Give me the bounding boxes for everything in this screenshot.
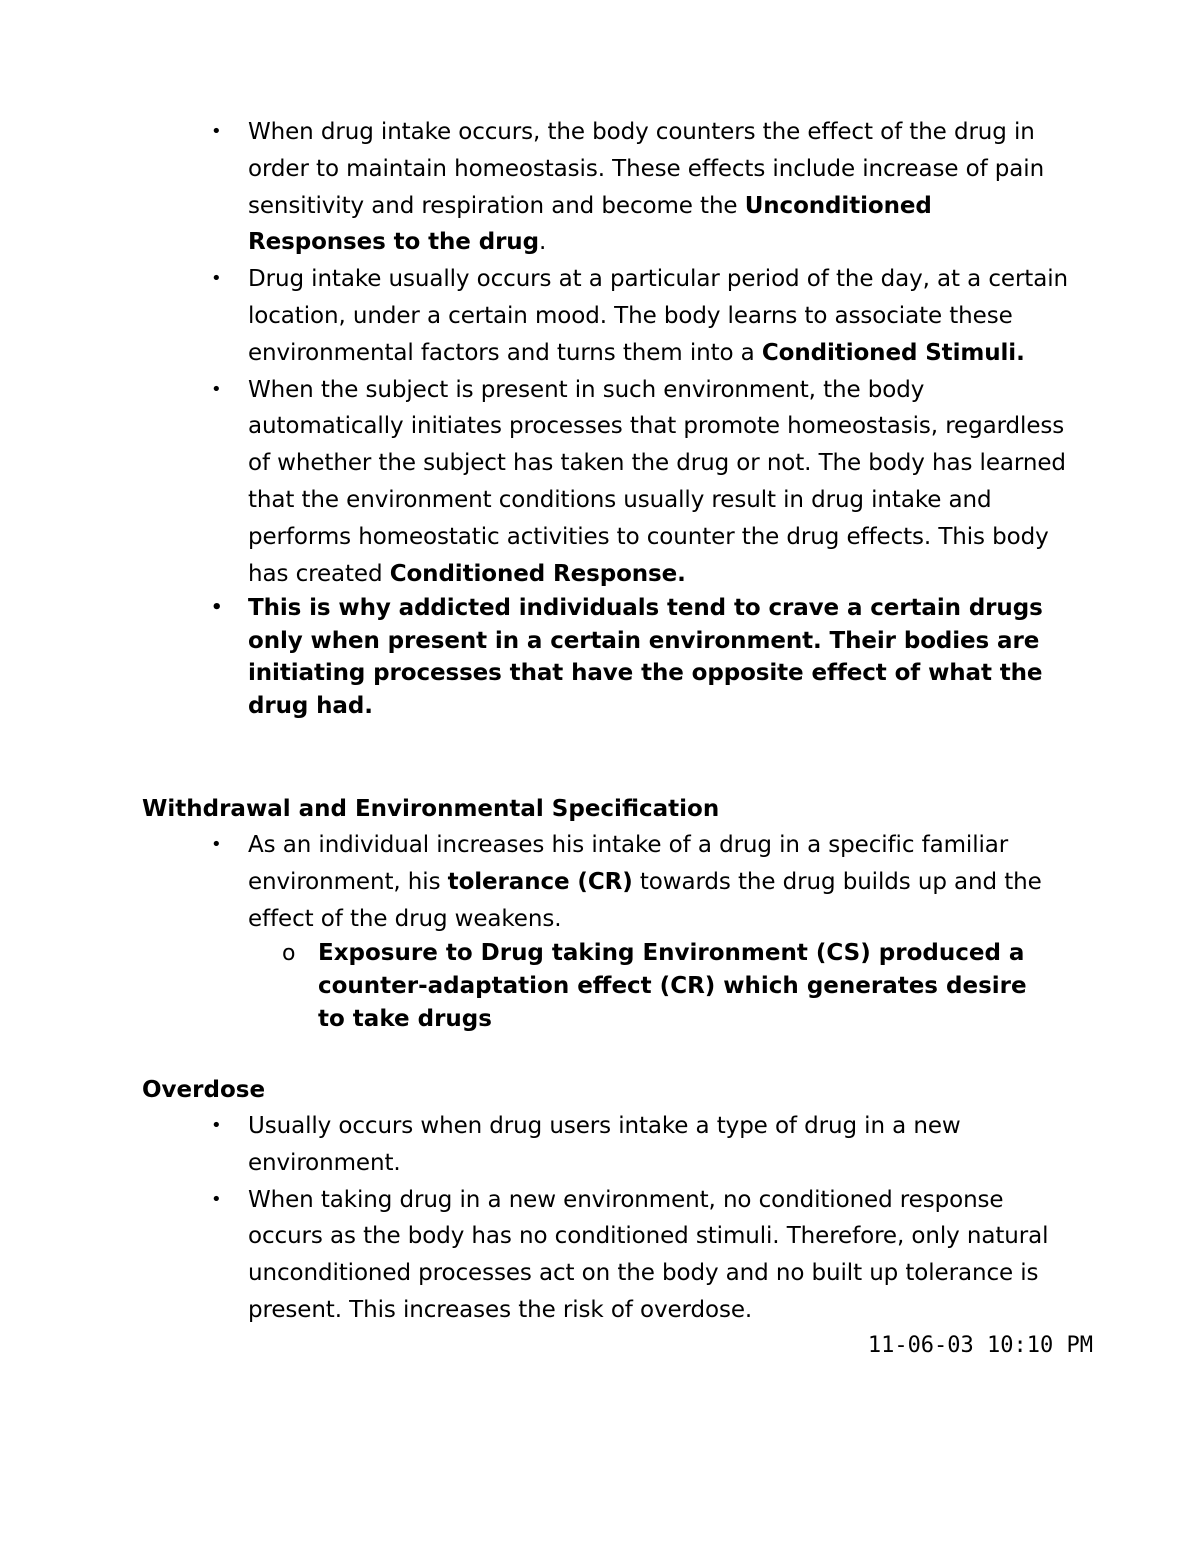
timestamp: 11-06-03 10:10 PM — [867, 1333, 1093, 1358]
bullet-icon: • — [211, 834, 222, 855]
conditioning-bullet-list — [0, 114, 1200, 722]
bullet-icon: • — [211, 268, 222, 290]
bullet-icon: • — [211, 378, 222, 400]
bullet-bold-text: tolerance (CR) — [447, 868, 633, 895]
list-item — [0, 261, 1200, 371]
bullet-icon: • — [211, 121, 222, 142]
bullet-text: As an individual increases his intake of a drug in a specific familiar environment, his — [248, 832, 1009, 895]
section-heading-withdrawal: Withdrawal and Environmental Specification — [142, 796, 720, 822]
list-item — [0, 114, 1200, 261]
overdose-bullet-list — [0, 1108, 1200, 1329]
bullet-text: towards the drug builds up and the effect of the drug weakens. — [248, 868, 1042, 932]
section-heading-overdose: Overdose — [142, 1077, 266, 1103]
bullet-icon: • — [211, 1188, 222, 1210]
sub-bullet-text: Exposure to Drug taking Environment (CS) produced a counter-adaptation effect (CR) which generates desire to take drugs — [318, 940, 1027, 1033]
bullet-text: Drug intake usually occurs at a particular period of the day, at a certain location, under a certain mood. The body learns to associate these environmental factors and turns them into a — [248, 266, 1068, 366]
bullet-bold-text: Conditioned Stimuli. — [761, 339, 1025, 366]
list-item — [0, 827, 1200, 937]
circle-bullet-icon: o — [282, 941, 296, 967]
bullet-text: When taking drug in a new environment, no conditioned response occurs as the body has no conditioned stimuli. Therefore, only natural unconditioned processes act on the body and no built up tolerance is present. This increases the risk of overdose. — [248, 1186, 1049, 1323]
bullet-text: When the subject is present in such environment, the body automatically initiates processes that promote homeostasis, regardless of whether the subject has taken the drug or not. The body has learned that the environment conditions usually result in drug intake and performs homeostatic activities to counter the drug effects. This body has created — [248, 376, 1066, 587]
bullet-text: Usually occurs when drug users intake a type of drug in a new environment. — [248, 1113, 961, 1176]
bullet-bold-text: Unconditioned Responses to the drug — [248, 192, 932, 256]
bullet-icon: • — [211, 597, 223, 619]
bullet-text: When drug intake occurs, the body counters the effect of the drug in order to maintain homeostasis. These effects include increase of pain sensitivity and respiration and become the — [248, 119, 1045, 219]
bullet-bold-text: This is why addicted individuals tend to crave a certain drugs only when present in a certain environment. Their bodies are initiating processes that have the opposite effect of what the drug had. — [248, 595, 1043, 719]
bullet-icon: • — [211, 1115, 222, 1136]
bullet-text: . — [538, 229, 547, 256]
list-item — [0, 1108, 1200, 1182]
list-item — [0, 1182, 1200, 1329]
list-item — [0, 592, 1200, 722]
withdrawal-bullet-list — [0, 827, 1200, 1036]
bullet-bold-text: Conditioned Response. — [389, 560, 686, 587]
sub-list-item — [0, 937, 1200, 1036]
list-item — [0, 372, 1200, 593]
